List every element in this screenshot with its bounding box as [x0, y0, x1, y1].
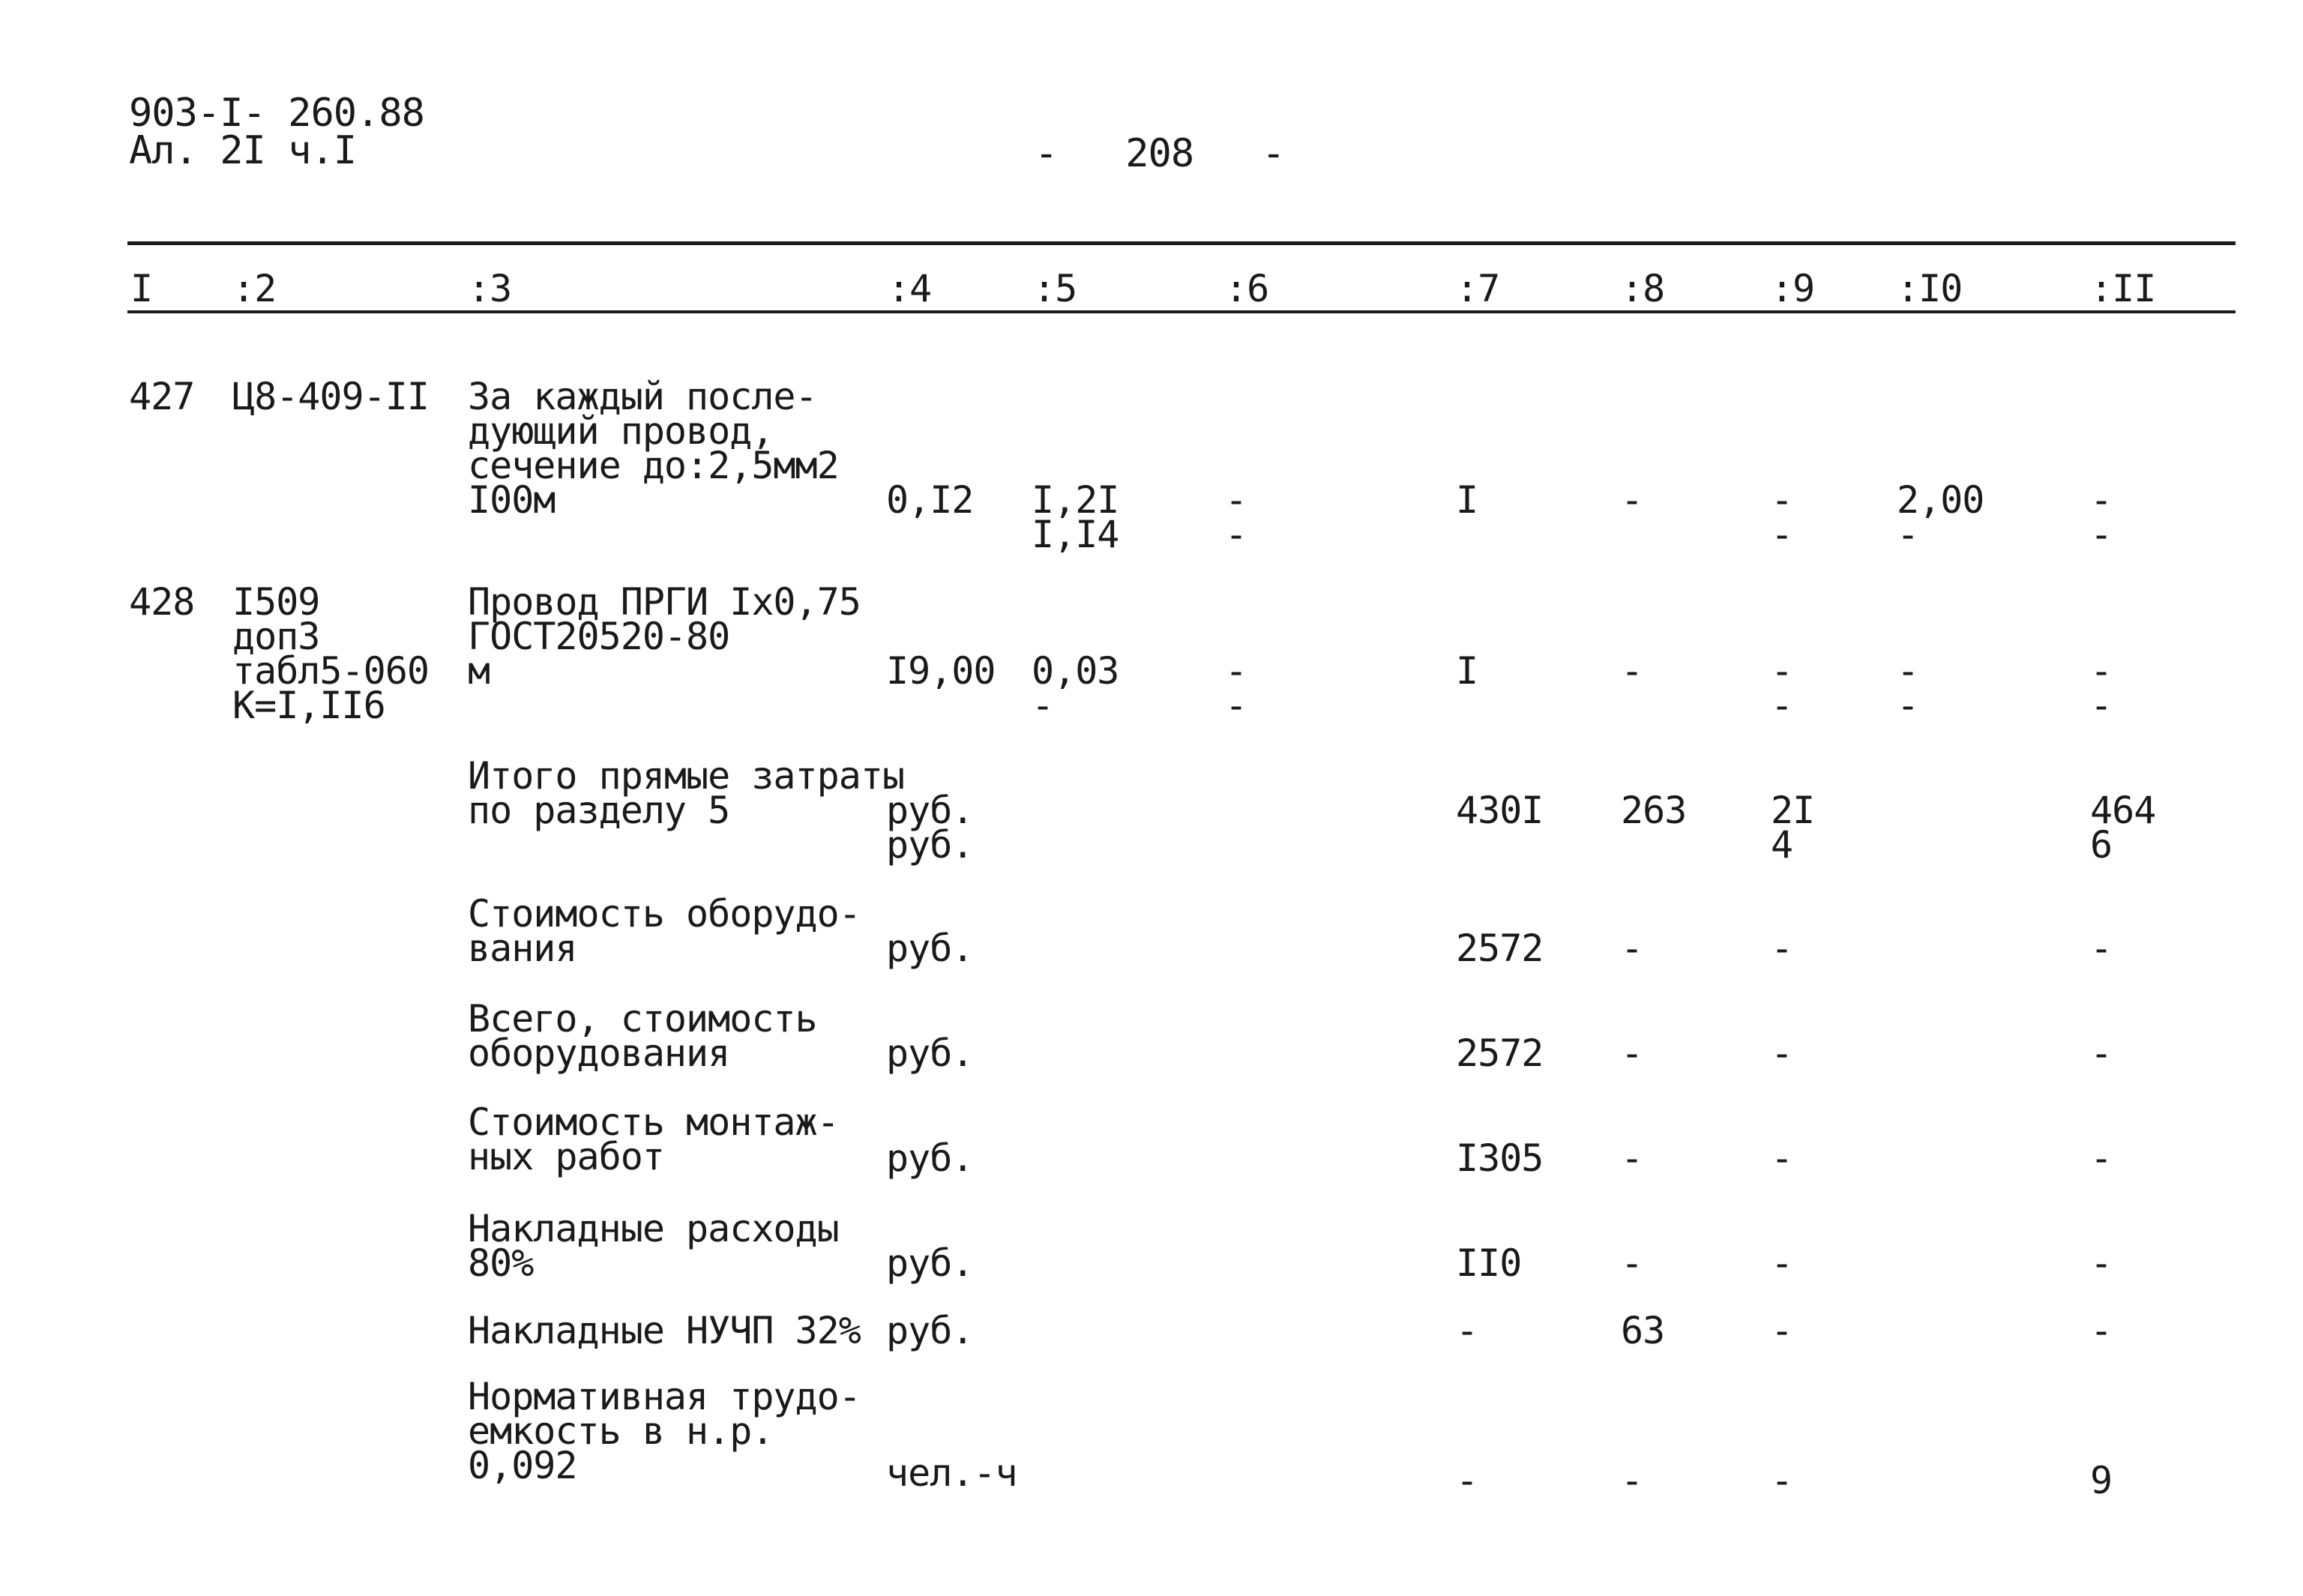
row-cell-11: - -	[2090, 478, 2113, 556]
row-cell-7: I	[1456, 478, 1478, 522]
totals-description: Итого прямые затраты по разделу 5	[468, 754, 905, 832]
totals-unit: руб.	[886, 1241, 974, 1285]
totals-cell-11: -	[2090, 1032, 2113, 1075]
column-header: :5	[1033, 267, 1077, 310]
totals-unit: руб.	[886, 1309, 974, 1352]
row-description: Провод ПРГИ Iх0,75 ГОСТ20520-80 м	[468, 580, 861, 693]
totals-unit: руб. руб.	[886, 789, 974, 867]
totals-cell-8: -	[1621, 927, 1643, 970]
totals-cell-8: 263	[1621, 789, 1687, 832]
column-header: :I0	[1897, 267, 1963, 310]
column-header: :8	[1621, 267, 1665, 310]
totals-cell-11: 9	[2090, 1459, 2113, 1502]
album-label: Ал. 2I ч.I	[129, 128, 357, 173]
column-header: :2	[232, 267, 277, 310]
row-description: За каждый после- дующий провод, сечение до:2,5мм2 I00м	[468, 375, 839, 522]
totals-cell-8: -	[1621, 1136, 1643, 1180]
totals-cell-7: I305	[1456, 1136, 1544, 1180]
row-number: 427	[129, 375, 195, 418]
totals-description: Стоимость оборудо- вания	[468, 892, 861, 970]
totals-cell-7: 430I	[1456, 789, 1544, 832]
totals-cell-7: 2572	[1456, 1032, 1544, 1075]
column-header: :II	[2090, 267, 2156, 310]
totals-cell-8: 63	[1621, 1309, 1665, 1352]
table-header-rule	[127, 310, 2236, 313]
column-header: I	[130, 267, 153, 310]
totals-cell-9: -	[1771, 1136, 1793, 1180]
totals-cell-11: -	[2090, 927, 2113, 970]
row-cell-10: 2,00 -	[1897, 478, 1984, 556]
totals-cell-9: -	[1771, 1241, 1793, 1285]
row-cell-10: - -	[1897, 649, 1919, 727]
column-header: :9	[1771, 267, 1815, 310]
totals-cell-7: 2572	[1456, 927, 1544, 970]
totals-description: Всего, стоимость оборудования	[468, 997, 817, 1075]
row-cell-9: - -	[1771, 478, 1793, 556]
totals-unit: чел.-ч	[886, 1451, 1017, 1495]
table-top-rule	[127, 241, 2236, 245]
row-cell-5: 0,03 -	[1032, 649, 1119, 727]
row-cell-6: - -	[1225, 649, 1247, 727]
row-cell-9: - -	[1771, 649, 1793, 727]
column-header: :6	[1225, 267, 1269, 310]
totals-cell-11: -	[2090, 1309, 2113, 1352]
totals-cell-8: -	[1621, 1032, 1643, 1075]
totals-description: Накладные НУЧП 32%	[468, 1309, 861, 1352]
totals-cell-9: -	[1771, 927, 1793, 970]
totals-unit: руб.	[886, 927, 974, 970]
totals-cell-9: 2I 4	[1771, 789, 1815, 867]
totals-cell-11: 464 6	[2090, 789, 2156, 867]
document-code: 903-I- 260.88	[129, 91, 424, 136]
column-header: :3	[468, 267, 512, 310]
totals-cell-9: -	[1771, 1309, 1793, 1352]
totals-unit: руб.	[886, 1136, 974, 1180]
row-code: Ц8-409-II	[232, 375, 429, 418]
row-cell-4: I9,00	[886, 649, 996, 693]
totals-description: Накладные расходы 80%	[468, 1207, 839, 1285]
totals-cell-9: -	[1771, 1032, 1793, 1075]
totals-cell-7: -	[1456, 1309, 1478, 1352]
totals-cell-9: -	[1771, 1459, 1793, 1502]
row-code: I509 доп3 табл5-060 К=I,II6	[232, 580, 429, 727]
row-cell-6: - -	[1225, 478, 1247, 556]
row-cell-5: I,2I I,I4	[1032, 478, 1119, 556]
row-cell-8: -	[1621, 649, 1643, 693]
totals-cell-11: -	[2090, 1241, 2113, 1285]
totals-cell-8: -	[1621, 1459, 1643, 1502]
totals-description: Нормативная трудо- емкость в н.р. 0,092	[468, 1375, 861, 1487]
column-header: :7	[1456, 267, 1500, 310]
column-header: :4	[888, 267, 932, 310]
row-number: 428	[129, 580, 195, 624]
row-cell-7: I	[1456, 649, 1478, 693]
totals-cell-8: -	[1621, 1241, 1643, 1285]
row-cell-4: 0,I2	[886, 478, 974, 522]
totals-cell-11: -	[2090, 1136, 2113, 1180]
page-number: - 208 -	[1035, 131, 1285, 176]
totals-cell-7: II0	[1456, 1241, 1522, 1285]
totals-cell-7: -	[1456, 1459, 1478, 1502]
totals-unit: руб.	[886, 1032, 974, 1075]
row-cell-8: -	[1621, 478, 1643, 522]
row-cell-11: - -	[2090, 649, 2113, 727]
totals-description: Стоимость монтаж- ных работ	[468, 1100, 839, 1178]
